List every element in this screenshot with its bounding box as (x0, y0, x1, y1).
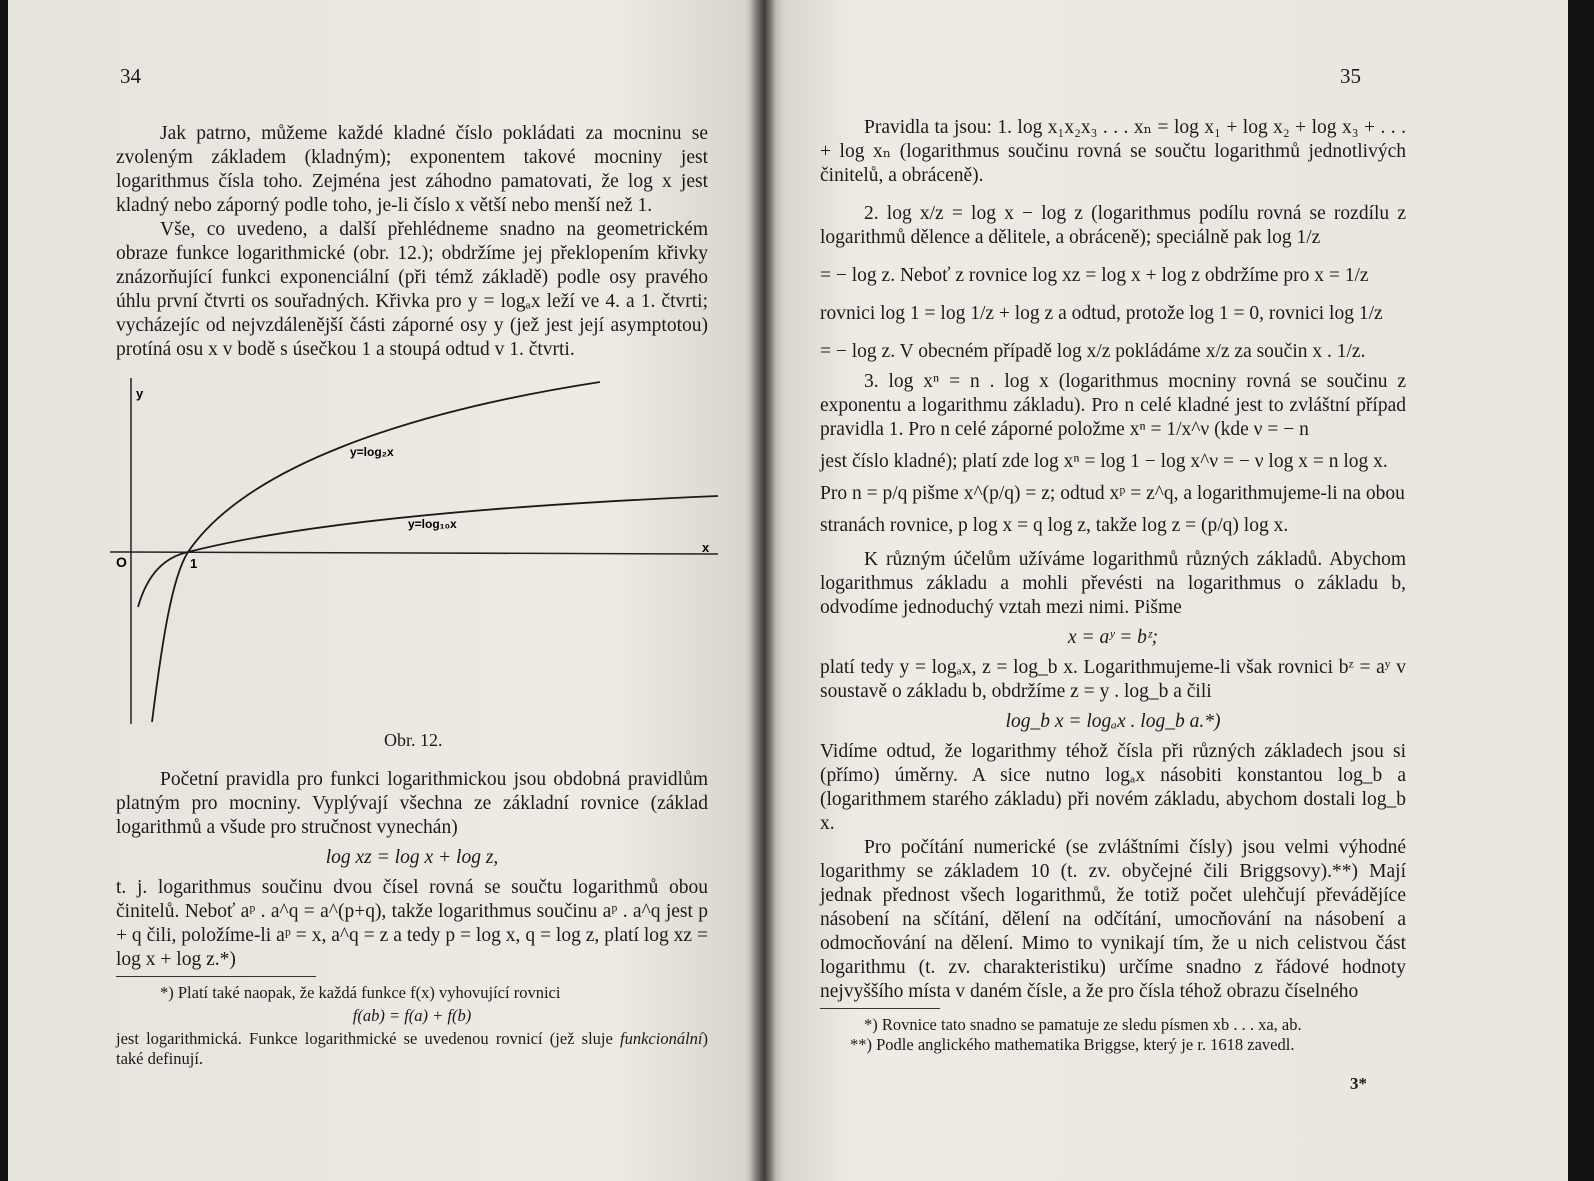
paragraph: t. j. logarithmus součinu dvou čísel rovná se součtu logarithmů obou činitelů. Neboť aᵖ . a^q = a^(p+q), takže logarithmus součinu aᵖ . a^q jest p + q čili, položíme-li aᵖ = x, a^q = z a tedy p = log x, q = log z, platí log xz = log x + log z.*) (116, 877, 708, 970)
footnote: *) Platí také naopak, že každá funkce f(x) vyhovující rovnici (160, 983, 561, 1002)
rule-2 (820, 202, 1406, 250)
rule-2-continued: = − log z. Neboť z rovnice log xz = log x + log z obdržíme pro x = 1/z (820, 265, 1369, 286)
logarithm-graph (106, 372, 726, 732)
footnote: **) Podle anglického mathematika Briggse, který je r. 1618 zavedl. (850, 1035, 1295, 1054)
page-number: 34 (120, 64, 141, 88)
rule-2-continued: = − log z. V obecném případě log x/z pokládáme x/z za součin x . 1/z. (820, 341, 1366, 362)
x-axis-label: x (702, 540, 710, 555)
footnote-italic-term: funkcionální (620, 1029, 703, 1048)
figure-caption: Obr. 12. (384, 730, 443, 750)
footnote-equation: f(ab) = f(a) + f(b) (352, 1006, 472, 1025)
footnote-text: jest logarithmická. Funkce logarithmické se uvedenou rovnicí (jež sluje (116, 1029, 621, 1048)
paragraph: Pro počítání numerické (se zvláštními čísly) jsou velmi výhodné logarithmy se základem 10 (t. zv. obyčejné čili Briggsovy).**) Mají jednak přednost všech logarithmů, že totiž počet ulehčují převádějíce násobení na sčítání, dělení na odčítání, umocňování na násobení a odmocňování na dělení. Mimo to vynikají tím, že u nich celistvou část logarithmu (t. zv. charakteristiku) určíme snadno z řádové hodnoty nejvyššího místa v daném čísle, a že pro čísla téhož obrazu číselného (820, 837, 1406, 1002)
signature-mark: 3* (1350, 1074, 1367, 1093)
rule-2-text: 2. log x/z = log x − log z (logarithmus podílu rovná se rozdílu z logarithmů dělence a dělitele, a obráceně); speciálně pak log 1/z (820, 203, 1406, 248)
right-page (760, 0, 1568, 1181)
one-label: 1 (190, 556, 198, 571)
y-axis-label: y (136, 386, 144, 401)
footnote-text: ) také definují. (116, 1029, 708, 1068)
equation: x = aʸ = bᶻ; (1067, 627, 1159, 648)
log10-curve-label: y=log₁₀x (408, 517, 457, 531)
equation: log xz = log x + log z, (325, 847, 499, 868)
right-text (820, 116, 1406, 1055)
footnote-continued (116, 1029, 708, 1069)
footnote-rule (820, 1008, 940, 1009)
left-text-top (116, 122, 708, 362)
x-axis (110, 552, 718, 554)
footnote-rule (116, 976, 316, 977)
page-number: 35 (1340, 64, 1361, 88)
paragraph: K různým účelům užíváme logarithmů různých základů. Abychom logarithmus základu a mohli převésti na logarithmus o základu b, odvodíme jednoduchý vztah mezi nimi. Pišme (820, 549, 1406, 618)
rule-2-continued: rovnici log 1 = log 1/z + log z a odtud, protože log 1 = 0, rovnici log 1/z (820, 303, 1383, 324)
paragraph: Vidíme odtud, že logarithmy téhož čísla při různých základech jsou si (přímo) úměrny. A sice nutno logₐx násobiti konstantou log_b a (logarithmem starého základu) při novém základu, abychom dostali log_b x. (820, 741, 1406, 834)
rule-3-continued: jest číslo kladné); platí zde log xⁿ = log 1 − log x^ν = − ν log x = n log x. (820, 451, 1388, 472)
left-text-bottom (116, 768, 708, 1069)
paragraph: Početní pravidla pro funkci logarithmickou jsou obdobná pravidlům platným pro mocniny. Vyplývají všechna ze základní rovnice (základ logarithmů a všude pro stručnost vynechán) (116, 769, 708, 838)
gutter-shadow (750, 0, 776, 1181)
left-page (8, 0, 760, 1181)
rule-1: Pravidla ta jsou: 1. log x₁x₂x₃ . . . xₙ = log x₁ + log x₂ + log x₃ + . . . + log xₙ (logarithmus součinu rovná se součtu logarithmů jednotlivých činitelů, a obráceně). (820, 117, 1406, 186)
paragraph: Vše, co uvedeno, a další přehlédneme snadno na geometrickém obraze funkce logarithmické (obr. 12.); obdržíme jej překlopením křivky znázorňující funkci exponenciální (při témž základě) podle osy pravého úhlu první čtvrti os souřadných. Křivka pro y = logₐx leží ve 4. a 1. čtvrti; vycházejíc od nejvzdálenější části záporné osy y (jež jest její asymptotou) protíná osu x v bodě s úsečkou 1 a stoupá odtud v 1. čtvrti. (116, 219, 708, 360)
rule-3-continued: stranách rovnice, p log x = q log z, takže log z = (p/q) log x. (820, 515, 1289, 536)
log2-curve-label: y=log₂x (350, 445, 394, 459)
book-spread (8, 0, 1568, 1181)
origin-label: O (116, 554, 127, 570)
paragraph: Jak patrno, můžeme každé kladné číslo pokládati za mocninu se zvoleným základem (kladným); exponentem takové mocniny jest logarithmus čísla toho. Zejména jest záhodno pamatovati, že log x jest kladný nebo záporný podle toho, je-li číslo x větší nebo menší než 1. (116, 123, 708, 216)
rule-3-continued: Pro n = p/q pišme x^(p/q) = z; odtud xᵖ = z^q, a logarithmujeme-li na obou (820, 483, 1405, 504)
paragraph: platí tedy y = logₐx, z = log_b x. Logarithmujeme-li však rovnici bᶻ = aʸ v soustavě o základu b, obdržíme z = y . log_b a čili (820, 657, 1406, 702)
rule-3: 3. log xⁿ = n . log x (logarithmus mocniny rovná se součinu z exponentu a logarithmu základu). Pro n celé kladné jest to zvláštní případ pravidla 1. Pro n celé záporné položme xⁿ = 1/x^ν (kde ν = − n (820, 371, 1406, 440)
footnote: *) Rovnice tato snadno se pamatuje ze sledu písmen xb . . . xa, ab. (864, 1015, 1302, 1034)
equation: log_b x = logₐx . log_b a.*) (1005, 711, 1221, 732)
